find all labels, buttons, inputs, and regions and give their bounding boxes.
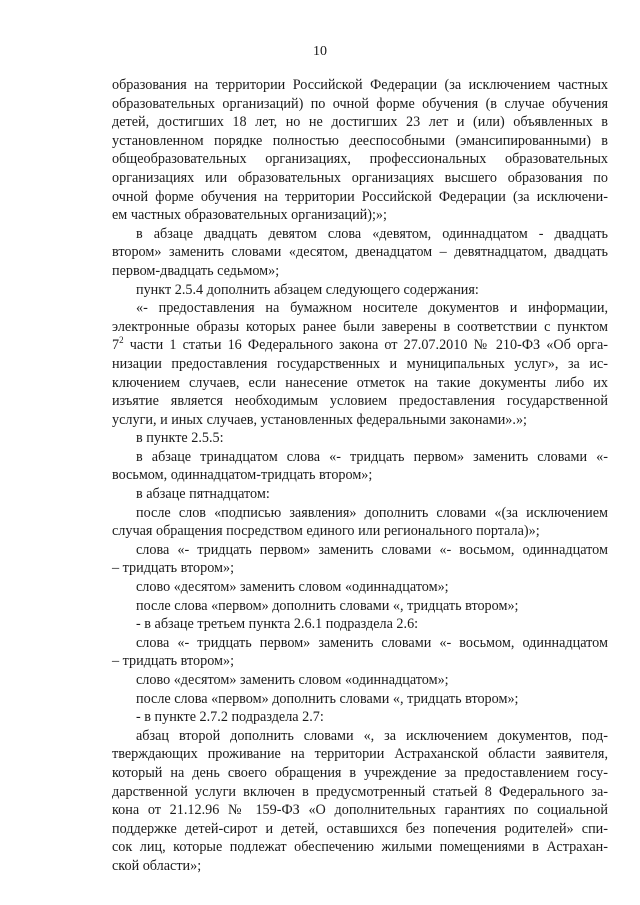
text-line: слово «десятом» заменить словом «одиннадцатом»; [136,672,449,688]
text-line: кона от 21.12.96 № 159-ФЗ «О дополнительных гарантиях по социальной [112,802,608,819]
text-line: поддержке детей-сирот и детей, оставшихся без попечения родителей» спи- [112,820,608,837]
page-number: 10 [313,44,327,59]
text-line: в абзаце тринадцатом слова «- тридцать первом» заменить словами «- [136,448,608,465]
text-line [112,336,608,355]
text-line: низации предоставления государственных и муниципальных услуг», за ис- [112,355,608,372]
text-line: после слова «первом» дополнить словами «, тридцать втором»; [136,690,519,707]
text-line: «- предоставления на бумажном носителе документов и информации, [136,300,608,317]
text-line: после слов «подписью заявления» дополнить словами «(за исключением [136,504,608,521]
text-line: изъятие является необходимым условием предоставления государственной [112,393,608,410]
text-line: пункт 2.5.4 дополнить абзацем следующего содержания: [136,281,479,298]
text-line: – тридцать втором»; [112,653,235,670]
text-line: после слова «первом» дополнить словами «, тридцать втором»; [136,597,519,614]
text-line: в абзаце двадцать девятом слова «девятом, одиннадцатом - двадцать [136,225,608,242]
text-line: - в абзаце третьем пункта 2.6.1 подраздела 2.6: [136,616,419,633]
text-line: втором» заменить словами «десятом, двенадцатом – девятнадцатом, двадцать [112,244,608,261]
text-line: первом-двадцать седьмом»; [112,262,280,279]
text-line: образовательных организаций) по очной форме обучения (в случае обучения [112,95,608,112]
text-line: слова «- тридцать первом» заменить словами «- восьмом, одиннадцатом [136,541,608,558]
text-line: случая обращения посредством единого или регионального портала)»; [112,523,540,540]
text-line: очной форме обучения на территории Российской Федерации (за исключени- [112,188,608,205]
text-line: электронные образы которых ранее были заверены в соответствии с пунктом [112,318,608,335]
text-line: – тридцать втором»; [112,560,235,577]
text-line: детей, достигших 18 лет, но не достигших 23 лет и (или) объявленных в [112,114,608,131]
text-line: тверждающих проживание на территории Астраханской области заявителя, [112,746,608,763]
text-line: организациях или образовательных организациях высшего образования по [112,169,608,186]
text-line: слово «десятом» заменить словом «одиннадцатом»; [136,579,449,596]
text-line: в абзаце пятнадцатом: [136,486,270,503]
text-line: в пункте 2.5.5: [136,430,224,447]
text-line: образования на территории Российской Федерации (за исключением частных [112,77,608,93]
superscript: 2 [119,336,124,346]
text-line: сок лиц, которые подлежат обеспечению жилыми помещениями в Астрахан- [112,839,608,856]
text-line: который на день своего обращения в учреждение за предоставлением госу- [112,764,608,781]
text-line: общеобразовательных организациях, профессиональных образовательных [112,151,608,168]
document-body [112,76,608,876]
footnote-ref-base: 7 [112,337,120,354]
text-line: абзац второй дополнить словами «, за исключением документов, под- [136,727,608,744]
text-line: ской области»; [112,857,202,874]
text-line: ключением случаев, если нанесение отметок на такие документы либо их [112,374,608,391]
text-line: установленном порядке полностью дееспособными (эмансипированными) в [112,132,608,149]
text-line: дарственной услуги включен в предусмотренный статьей 8 Федерального за- [112,783,608,800]
text-line: услуги, и иных случаев, установленных федеральными законами».»; [112,411,527,428]
line-text: части 1 статьи 16 Федерального закона от 27.07.2010 № 210-ФЗ «Об орга- [123,337,608,354]
text-line: - в пункте 2.7.2 подраздела 2.7: [136,709,324,726]
text-line: слова «- тридцать первом» заменить словами «- восьмом, одиннадцатом [136,634,608,651]
text-line: ем частных образовательных организаций);»; [112,207,387,224]
text-line: восьмом, одиннадцатом-тридцать втором»; [112,467,373,484]
